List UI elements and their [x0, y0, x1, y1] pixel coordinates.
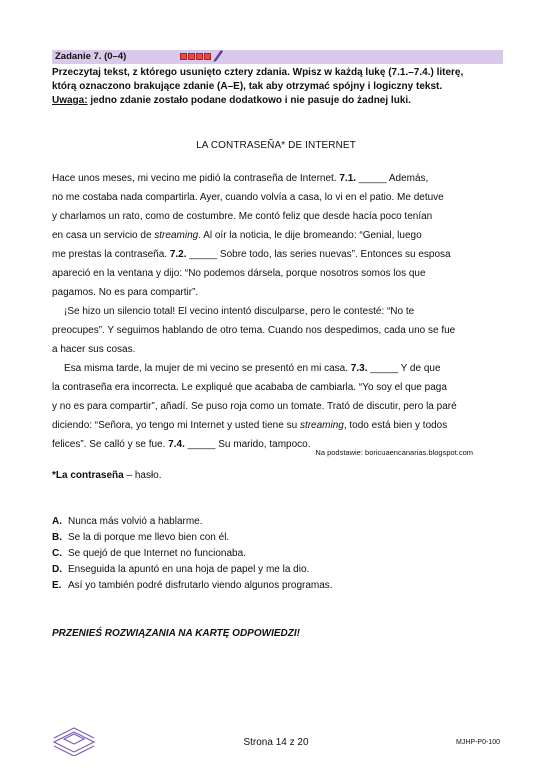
text-line	[52, 248, 451, 261]
text-segment: _____ Su marido, tampoco.	[184, 439, 311, 450]
text-line	[52, 419, 447, 432]
gap-number: 7.4.	[168, 439, 185, 450]
text-segment: diciendo: “Señora, yo tengo mi Internet y usted tiene su	[52, 420, 300, 431]
option-text: Enseguida la apuntó en una hoja de papel y me la dio.	[68, 564, 310, 575]
instructions-note	[52, 94, 512, 108]
text-line	[52, 438, 311, 451]
footnote-term: *La contraseña	[52, 470, 124, 481]
text-segment: en casa un servicio de	[52, 230, 155, 241]
text-segment: me prestas la contraseña.	[52, 249, 170, 260]
text-line: la contraseña era incorrecta. Le expliqué que acababa de cambiarla. “Yo soy el que paga	[52, 382, 447, 393]
score-box	[204, 53, 211, 60]
gap-number: 7.1.	[339, 173, 357, 184]
option-d	[52, 564, 309, 575]
text-segment: felices”. Se calló y se fue.	[52, 439, 169, 450]
option-letter: B.	[52, 532, 62, 543]
option-letter: D.	[52, 564, 62, 575]
note-label: Uwaga:	[52, 95, 88, 106]
option-letter: C.	[52, 548, 62, 559]
option-a	[52, 516, 203, 527]
option-letter: A.	[52, 516, 62, 527]
option-e	[52, 580, 333, 591]
gap-number: 7.2.	[169, 249, 187, 260]
text-line	[52, 229, 422, 242]
option-text: Se la di porque me llevo bien con él.	[68, 532, 230, 543]
page-number: Strona 14 z 20	[243, 737, 309, 748]
score-boxes-icon	[180, 53, 211, 60]
gap-number: 7.3.	[350, 363, 368, 374]
instructions	[52, 66, 512, 108]
text-line: ¡Se hizo un silencio total! El vecino intentó disculparse, pero le contesté: “No te	[64, 306, 415, 317]
option-text: Nunca más volvió a hablarme.	[68, 516, 203, 527]
source-citation: Na podstawie: boricuaencanarias.blogspot.com	[315, 448, 473, 457]
task-header	[52, 50, 503, 64]
text-line: a hacer sus cosas.	[52, 344, 136, 355]
footnote	[52, 470, 162, 481]
text-italic: streaming	[154, 230, 199, 241]
transfer-instruction: PRZENIEŚ ROZWIĄZANIA NA KARTĘ ODPOWIEDZI!	[52, 628, 300, 639]
score-box	[180, 53, 187, 60]
note-text: jedno zdanie zostało podane dodatkowo i nie pasuje do żadnej luki.	[87, 95, 411, 106]
text-segment: _____ Además,	[356, 173, 429, 184]
option-b	[52, 532, 229, 543]
text-segment: Esa misma tarde, la mujer de mi vecino se presentó en mi casa.	[64, 363, 351, 374]
text-line: no me costaba nada compartirla. Ayer, cuando volvía a casa, lo vi en el patio. Me detuve	[52, 192, 444, 203]
text-line: pagamos. No es para compartir”.	[52, 287, 199, 298]
text-segment: . Al oír la noticia, le dije bromeando: “Genial, luego	[198, 230, 422, 241]
pen-icon	[212, 48, 224, 62]
text-line: y no es para compartir”, añadí. Se puso roja como un tomate. Trató de discutir, pero la paré	[52, 401, 457, 412]
document-title: LA CONTRASEÑA* DE INTERNET	[196, 140, 356, 151]
instructions-line-1: Przeczytaj tekst, z którego usunięto cztery zdania. Wpisz w każdą lukę (7.1.–7.4.) literę,	[52, 67, 464, 78]
text-segment: Hace unos meses, mi vecino me pidió la contraseña de Internet.	[52, 173, 340, 184]
instructions-line-2: którą oznaczono brakujące zdanie (A–E), tak aby otrzymać spójny i logiczny tekst.	[52, 81, 443, 92]
text-italic: streaming	[299, 420, 344, 431]
option-c	[52, 548, 246, 559]
task-title: Zadanie 7. (0–4)	[55, 51, 127, 62]
text-line	[52, 172, 428, 185]
text-line: y charlamos un rato, como de costumbre. Me contó feliz que desde hacía poco tenían	[52, 211, 433, 222]
text-line: preocupes”. Y seguimos hablando de otro tema. Cuando nos despedimos, cada uno se fue	[52, 325, 456, 336]
text-segment: _____ Y de que	[367, 363, 441, 374]
text-segment: , todo está bien y todos	[343, 420, 448, 431]
footnote-definition: – hasło.	[123, 470, 162, 481]
text-line	[64, 362, 441, 375]
option-letter: E.	[52, 580, 62, 591]
exam-code: MJHP-P0-100	[456, 739, 500, 746]
score-box	[188, 53, 195, 60]
text-line: apareció en la ventana y dijo: “No podemos dársela, porque nosotros somos los que	[52, 268, 426, 279]
option-text: Así yo también podré disfrutarlo viendo algunos programas.	[68, 580, 333, 591]
score-box	[196, 53, 203, 60]
text-segment: _____ Sobre todo, las series nuevas”. Entonces su esposa	[186, 249, 451, 260]
option-text: Se quejó de que Internet no funcionaba.	[68, 548, 246, 559]
